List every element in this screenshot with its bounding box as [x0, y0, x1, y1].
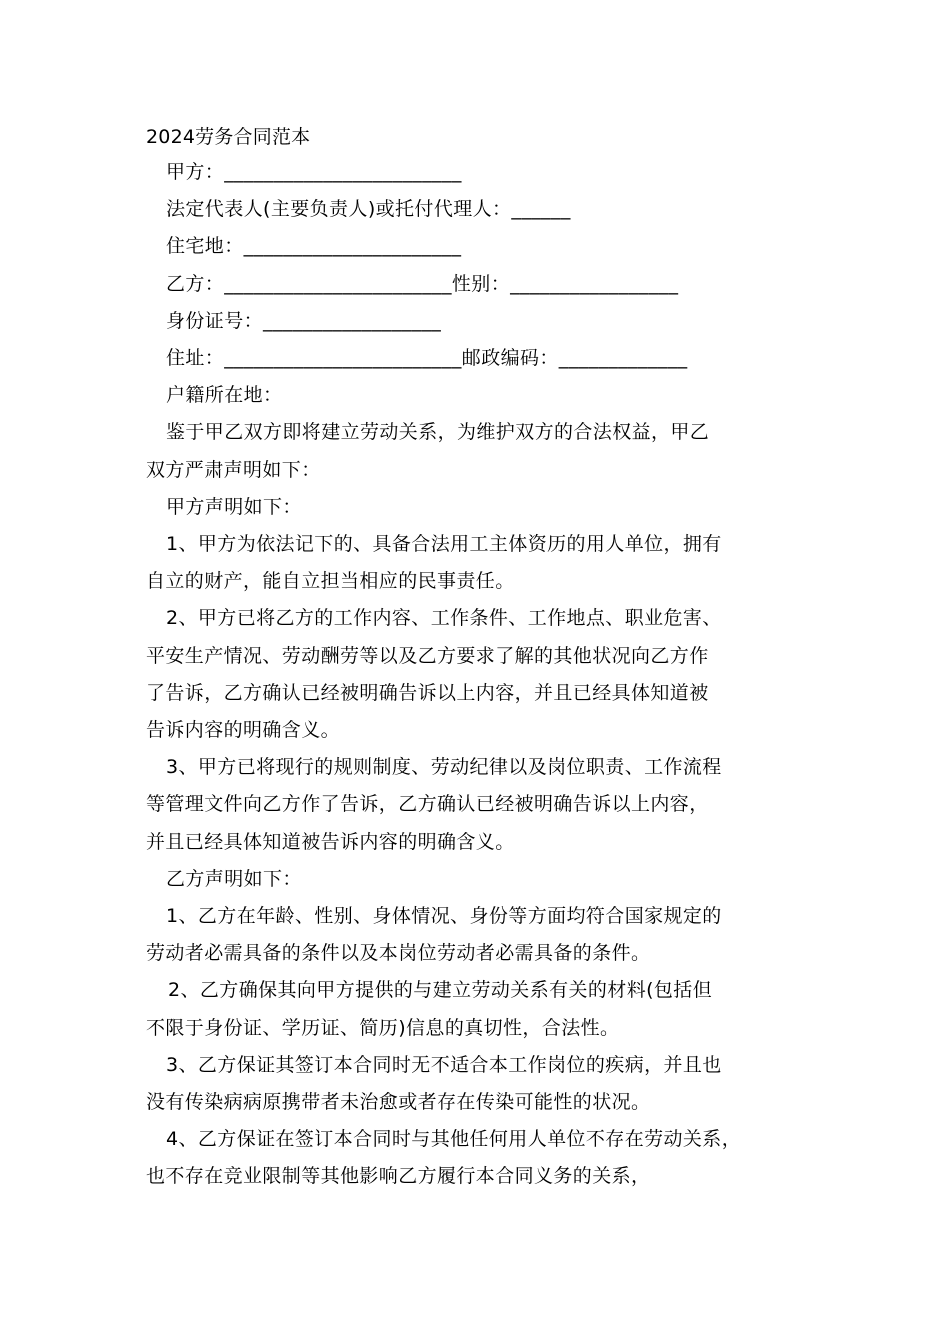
document-title: 2024劳务合同范本: [146, 126, 311, 148]
clause-line: 2、甲方已将乙方的工作内容、工作条件、工作地点、职业危害、: [166, 607, 722, 630]
household-field: 户籍所在地：: [166, 384, 283, 407]
party-a-clause-2: [146, 600, 816, 749]
clause-line: 没有传染病病原携带者未治愈或者存在传染可能性的状况。: [146, 1091, 651, 1114]
preamble-line: 双方严肃声明如下：: [146, 458, 321, 481]
party-b-clause-2: [146, 972, 816, 1046]
party-b-gender-field: 乙方：_______________________性别：_________________: [166, 272, 679, 295]
party-a-heading: 甲方声明如下：: [166, 495, 302, 518]
clause-line: 告诉内容的明确含义。: [146, 719, 341, 742]
party-a-clause-1: [146, 526, 816, 600]
clause-line: 3、甲方已将现行的规则制度、劳动纪律以及岗位职责、工作流程: [166, 756, 722, 779]
legal-representative-field: 法定代表人(主要负责人)或托付代理人：______: [166, 198, 571, 221]
clause-line: 平安生产情况、劳动酬劳等以及乙方要求了解的其他状况向乙方作: [146, 644, 709, 667]
clause-line: 不限于身份证、学历证、简历)信息的真切性，合法性。: [146, 1016, 620, 1039]
preamble-line: 鉴于甲乙双方即将建立劳动关系，为维护双方的合法权益，甲乙: [166, 421, 710, 444]
id-number-field: 身份证号：__________________: [166, 309, 442, 332]
clause-line: 劳动者必需具备的条件以及本岗位劳动者必需具备的条件。: [146, 942, 651, 965]
party-b-clause-1: [146, 898, 816, 972]
clause-line: 4、乙方保证在签订本合同时与其他任何用人单位不存在劳动关系，: [166, 1128, 742, 1151]
clause-line: 了告诉，乙方确认已经被明确告诉以上内容，并且已经具体知道被: [146, 681, 709, 704]
clause-line: 并且已经具体知道被告诉内容的明确含义。: [146, 830, 515, 853]
party-a-clause-3: [146, 749, 816, 861]
clause-line: 自立的财产，能自立担当相应的民事责任。: [146, 570, 515, 593]
clause-line: 1、乙方在年龄、性别、身体情况、身份等方面均符合国家规定的: [166, 905, 722, 928]
clause-line: 也不存在竞业限制等其他影响乙方履行本合同义务的关系，: [146, 1165, 651, 1188]
clause-line: 2、乙方确保其向甲方提供的与建立劳动关系有关的材料(包括但: [168, 979, 713, 1002]
address-postcode-field: 住址：________________________邮政编码：_____________: [166, 347, 688, 370]
residence-field: 住宅地：______________________: [166, 235, 462, 258]
clause-line: 等管理文件向乙方作了告诉，乙方确认已经被明确告诉以上内容，: [146, 793, 709, 816]
party-a-field: 甲方：________________________: [166, 161, 462, 183]
party-b-clause-3: [146, 1047, 816, 1121]
clause-line: 3、乙方保证其签订本合同时无不适合本工作岗位的疾病，并且也: [166, 1053, 722, 1076]
clause-line: 1、甲方为依法记下的、具备合法用工主体资历的用人单位，拥有: [166, 533, 722, 556]
document-body: [146, 120, 816, 1196]
party-b-heading: 乙方声明如下：: [166, 867, 302, 890]
party-b-clause-4: [146, 1121, 816, 1195]
